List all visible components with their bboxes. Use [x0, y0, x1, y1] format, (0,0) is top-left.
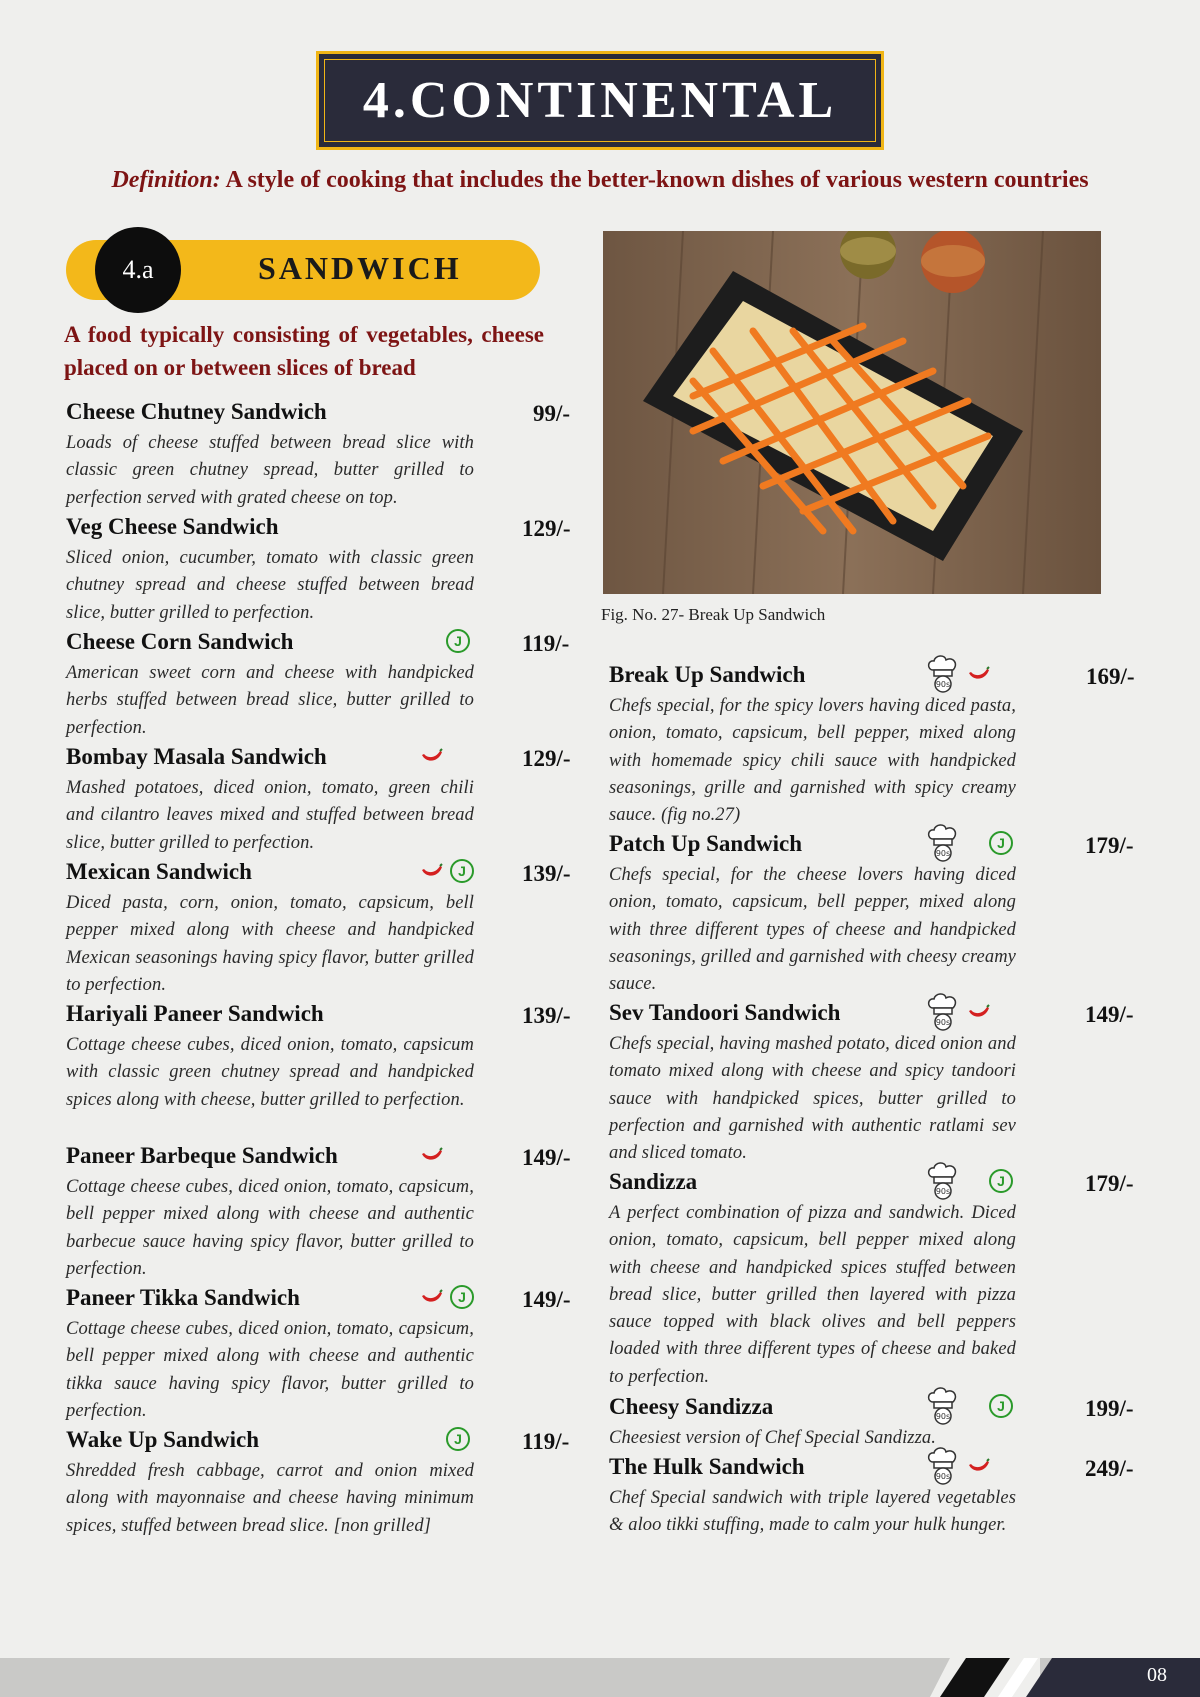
chef-special-icon: [925, 1386, 961, 1426]
item-description: Mashed potatoes, diced onion, tomato, green chili and cilantro leaves mixed and stuffed between bread slice, butter grilled to perfection.: [66, 778, 474, 853]
item-name: Mexican Sandwich: [66, 859, 252, 884]
item-name: Paneer Tikka Sandwich: [66, 1285, 300, 1310]
definition-label: Definition:: [111, 167, 221, 193]
definition: [0, 167, 1200, 194]
item-icons: [420, 853, 474, 889]
item-description: Cottage cheese cubes, diced onion, tomato, capsicum with classic green chutney spread and handpicked spices along with cheese, butter grilled to perfection.: [66, 1035, 474, 1110]
page-title: 4.CONTINENTAL: [362, 72, 838, 129]
item-name: Patch Up Sandwich: [609, 831, 802, 856]
item-description: Cottage cheese cubes, diced onion, tomato, capsicum, bell pepper mixed along with cheese and authentic tikka sauce having spicy flavor, butter grilled to perfection.: [66, 1319, 474, 1421]
item-description: Shredded fresh cabbage, carrot and onion mixed along with mayonnaise and cheese having minimum spices, stuffed between bread slice. [non grilled]: [66, 1461, 474, 1536]
item-name: Cheesy Sandizza: [609, 1394, 774, 1419]
item-description: Cheesiest version of Chef Special Sandizza.: [609, 1428, 936, 1448]
item-icons: [925, 1163, 1013, 1199]
jain-icon: J: [989, 831, 1013, 855]
item-icons: [925, 994, 991, 1030]
item-description: Sliced onion, cucumber, tomato with classic green chutney spread and cheese stuffed between bread slice, butter grilled to perfection.: [66, 548, 474, 623]
jain-icon: J: [450, 1285, 474, 1309]
item-name: Sandizza: [609, 1169, 698, 1194]
section-description: A food typically consisting of vegetables, cheese placed on or between slices of bread: [64, 322, 544, 380]
item-name: Hariyali Paneer Sandwich: [66, 1001, 324, 1026]
item-description: A perfect combination of pizza and sandwich. Diced onion, tomato, capsicum, bell pepper mixed along with cheese and handpicked spices stuffed between bread slice, butter grilled then layered with pizza sauce topped with black olives and bell peppers loaded with three different types of cheese and baked to perfection.: [609, 1203, 1016, 1387]
svg-text:90s: 90s: [935, 1472, 951, 1481]
item-price: 149/-: [1085, 1002, 1134, 1027]
item-price: 179/-: [1085, 1171, 1134, 1196]
chef-special-icon: [925, 1161, 961, 1201]
chef-special-icon: [925, 992, 961, 1032]
item-name: Cheese Corn Sandwich: [66, 629, 294, 654]
item-name: The Hulk Sandwich: [609, 1454, 805, 1479]
item-description: Cottage cheese cubes, diced onion, tomato, capsicum, bell pepper mixed along with cheese and authentic barbecue sauce having spicy flavor, butter grilled to perfection.: [66, 1177, 474, 1279]
item-price: 149/-: [522, 1287, 571, 1312]
item-price: 119/-: [522, 1429, 570, 1454]
svg-text:90s: 90s: [935, 680, 951, 689]
section-title: SANDWICH: [258, 250, 462, 286]
figure-caption: Fig. No. 27- Break Up Sandwich: [601, 605, 826, 624]
item-price: 139/-: [522, 1003, 571, 1028]
item-icons: [446, 623, 470, 659]
jain-icon: J: [450, 859, 474, 883]
spicy-chili-icon: [967, 1458, 991, 1474]
spicy-chili-icon: [420, 863, 444, 879]
item-description: Chefs special, having mashed potato, diced onion and tomato mixed along with cheese and spicy tandoori sauce with handpicked spices, butter grilled to perfection and garnished with authentic ratlami sev and sliced tomato.: [609, 1034, 1016, 1164]
section-number-badge: [95, 227, 181, 313]
jain-icon: J: [446, 1427, 470, 1451]
section-number: 4.a: [122, 255, 154, 284]
item-price: 129/-: [522, 746, 571, 771]
sandwich-photo-illustration: [603, 231, 1101, 594]
definition-text: A style of cooking that includes the better-known dishes of various western countries: [220, 167, 1089, 193]
item-icons: [925, 656, 991, 692]
item-icons: [446, 1421, 470, 1457]
svg-text:90s: 90s: [935, 1018, 951, 1027]
item-name: Bombay Masala Sandwich: [66, 744, 327, 769]
item-price: 119/-: [522, 631, 570, 656]
item-name: Cheese Chutney Sandwich: [66, 399, 327, 424]
item-description: Chefs special, for the cheese lovers having diced onion, tomato, capsicum, bell pepper, mixed along with three different types of cheese and handpicked seasonings, grilled and garnished with cheesy creamy sauce.: [609, 865, 1016, 995]
item-price: 129/-: [522, 516, 571, 541]
item-price: 99/-: [533, 401, 571, 426]
item-description: Loads of cheese stuffed between bread slice with classic green chutney spread, butter grilled to perfection served with grated cheese on top.: [66, 433, 474, 508]
item-price: 169/-: [1086, 664, 1135, 689]
item-name: Break Up Sandwich: [609, 662, 806, 687]
item-icons: [420, 738, 444, 774]
item-price: 199/-: [1085, 1396, 1134, 1421]
chef-special-icon: [925, 654, 961, 694]
item-icons: [420, 1279, 474, 1315]
item-name: Wake Up Sandwich: [66, 1427, 260, 1452]
spicy-chili-icon: [967, 666, 991, 682]
jain-icon: J: [989, 1169, 1013, 1193]
spicy-chili-icon: [967, 1004, 991, 1020]
item-price: 249/-: [1085, 1456, 1134, 1481]
item-price: 139/-: [522, 861, 571, 886]
item-name: Sev Tandoori Sandwich: [609, 1000, 841, 1025]
item-name: Veg Cheese Sandwich: [66, 514, 279, 539]
item-icons: [925, 1448, 991, 1484]
svg-text:90s: 90s: [935, 1412, 951, 1421]
chef-special-icon: [925, 1446, 961, 1486]
item-icons: [925, 825, 1013, 861]
item-icons: [420, 1137, 444, 1173]
item-price: 179/-: [1085, 833, 1134, 858]
title-box: [316, 51, 884, 150]
item-icons: [925, 1388, 1013, 1424]
item-description: Chef Special sandwich with triple layered vegetables & aloo tikki stuffing, made to calm your hulk hunger.: [609, 1488, 1016, 1536]
page-number: 08: [1147, 1664, 1167, 1686]
item-name: Paneer Barbeque Sandwich: [66, 1143, 338, 1168]
svg-text:90s: 90s: [935, 1187, 951, 1196]
chef-special-icon: [925, 823, 961, 863]
spicy-chili-icon: [420, 1289, 444, 1305]
item-description: American sweet corn and cheese with handpicked herbs stuffed between bread slice, butter grilled to perfection.: [66, 663, 474, 738]
svg-text:90s: 90s: [935, 849, 951, 858]
item-description: Diced pasta, corn, onion, tomato, capsicum, bell pepper mixed along with cheese and handpicked Mexican seasonings having spicy flavor, butter grilled to perfection.: [66, 893, 474, 995]
spicy-chili-icon: [420, 748, 444, 764]
item-description: Chefs special, for the spicy lovers having diced pasta, onion, tomato, capsicum, bell pepper, mixed along with homemade spicy chili sauce with handpicked seasonings, grille and garnished with spicy creamy sauce. (fig no.27): [609, 696, 1016, 826]
jain-icon: J: [446, 629, 470, 653]
break-up-sandwich-photo: [603, 231, 1101, 594]
spicy-chili-icon: [420, 1147, 444, 1163]
jain-icon: J: [989, 1394, 1013, 1418]
item-price: 149/-: [522, 1145, 571, 1170]
